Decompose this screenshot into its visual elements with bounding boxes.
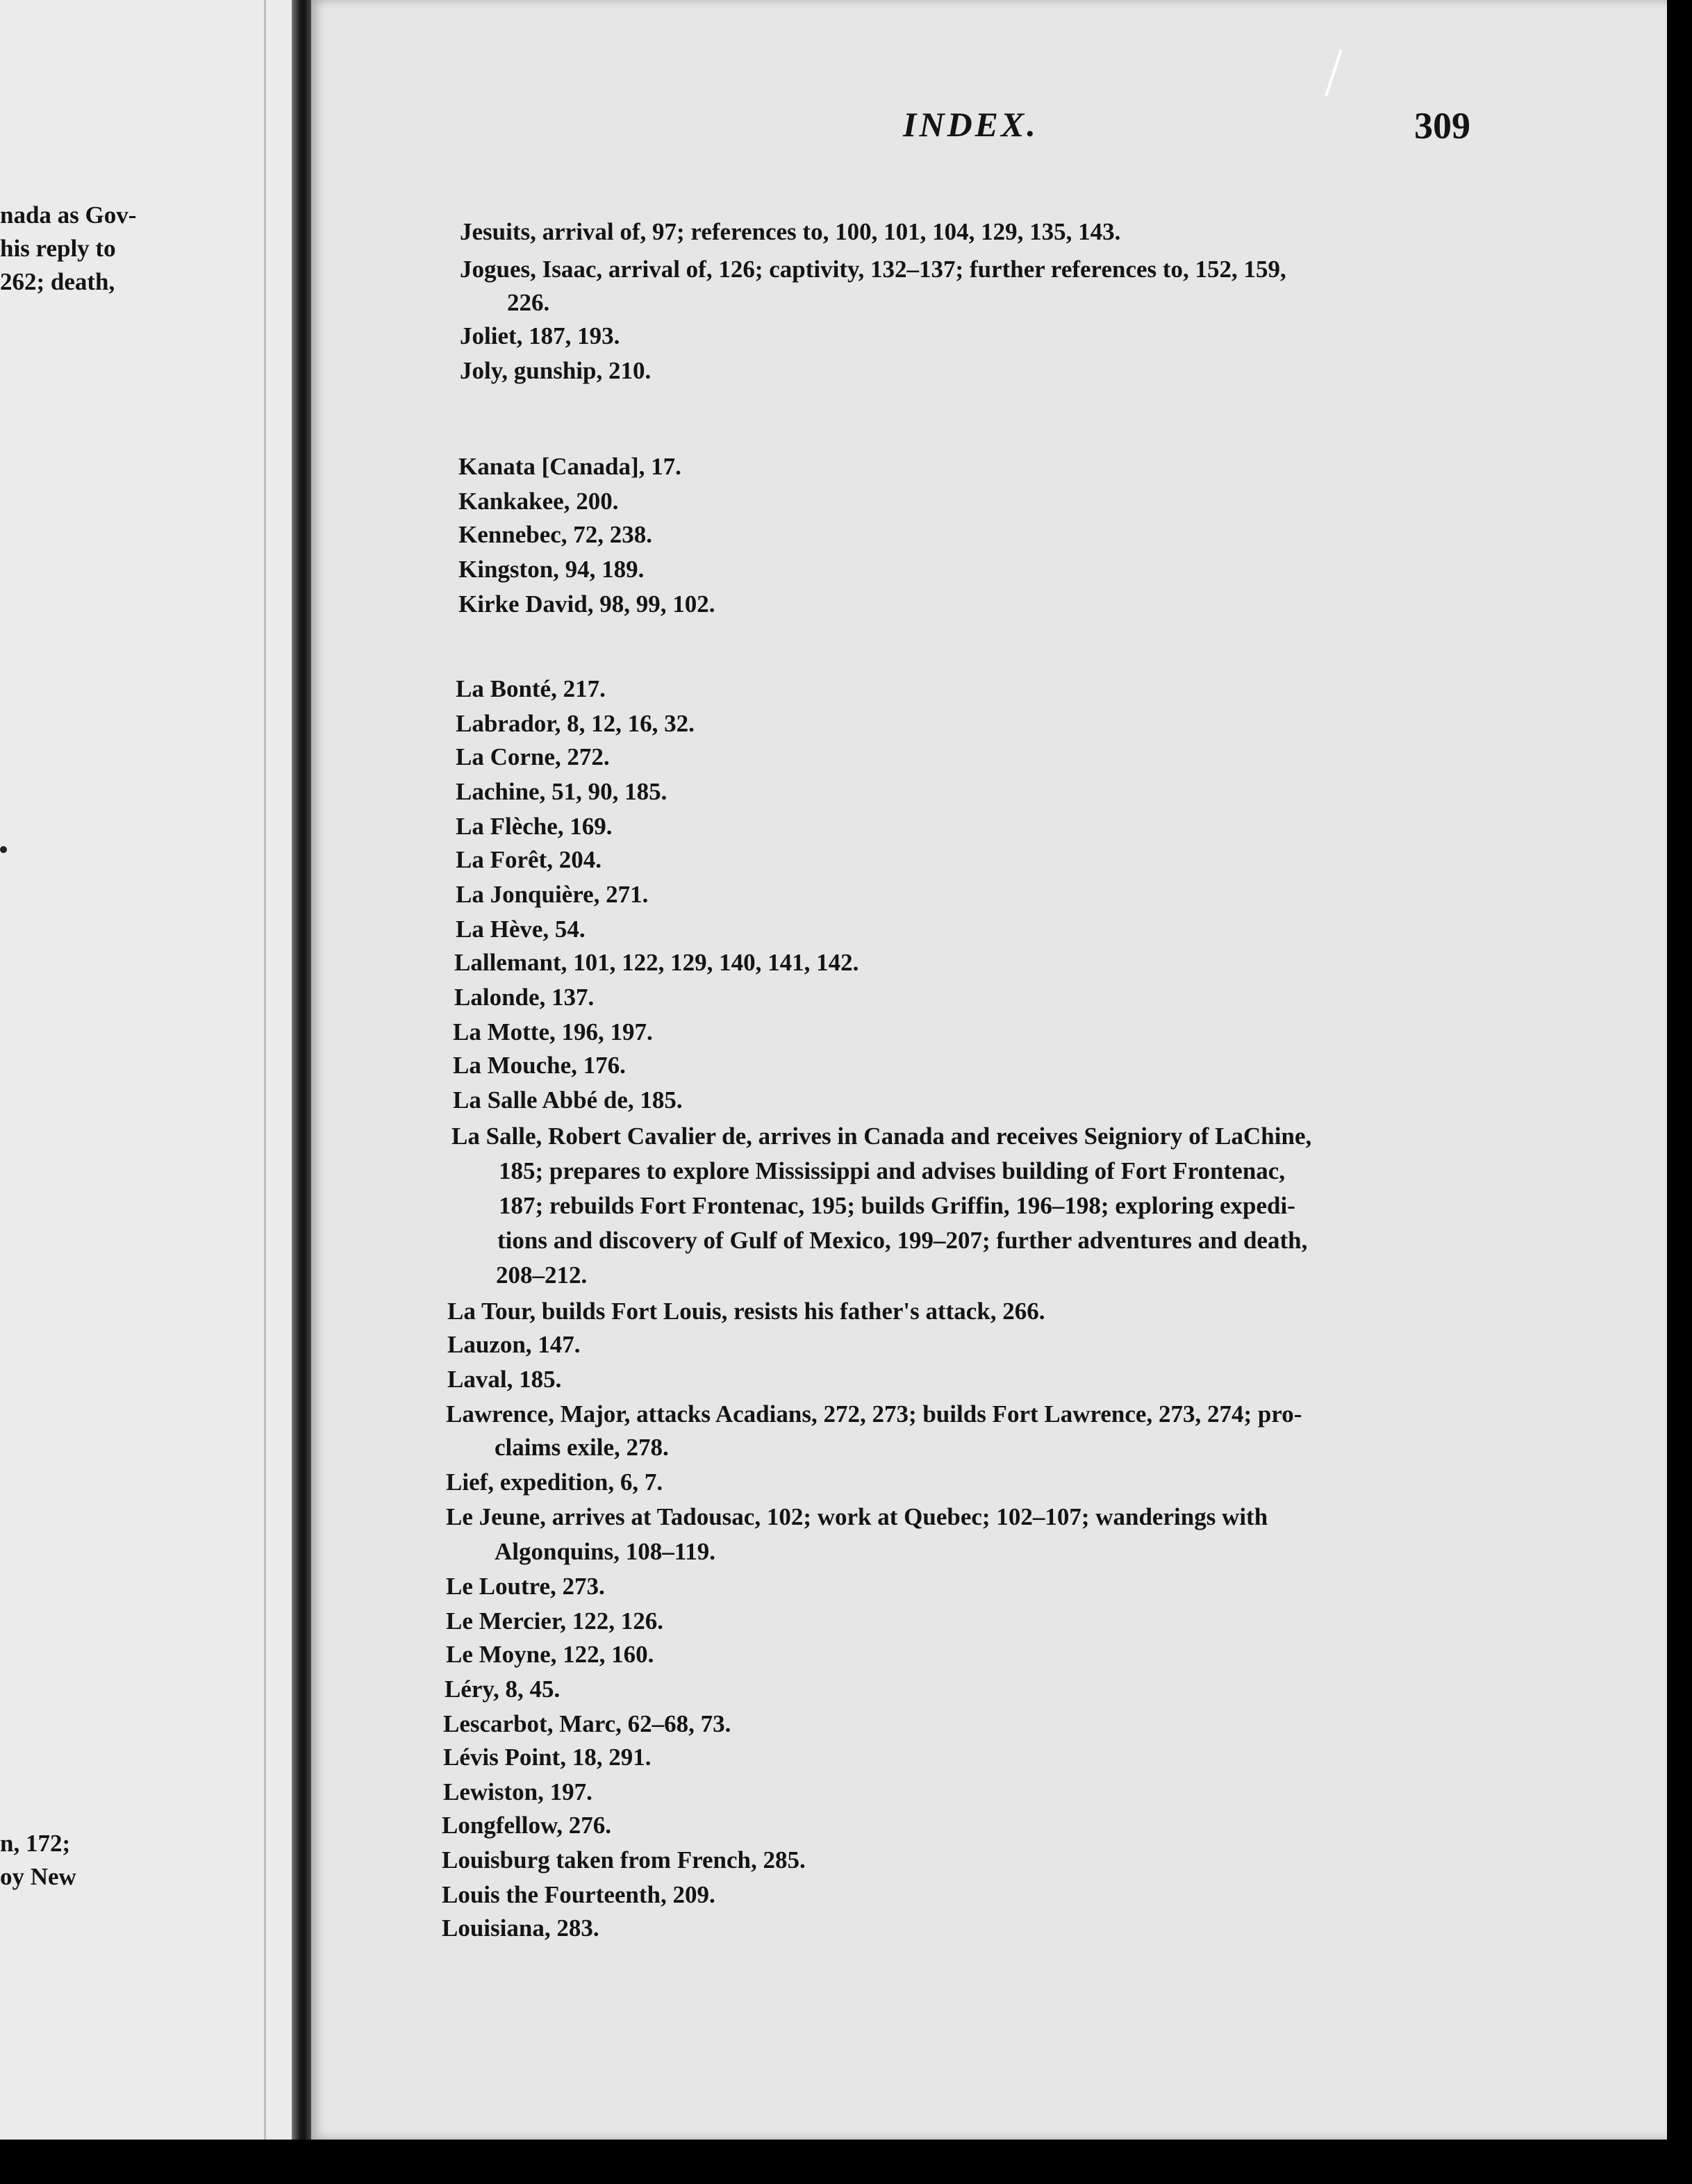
index-entry: Le Moyne, 122, 160. [446,1641,654,1668]
index-entry: Lief, expedition, 6, 7. [446,1469,663,1496]
index-entry: La Motte, 196, 197. [453,1018,653,1045]
index-entry: Labrador, 8, 12, 16, 32. [456,710,695,737]
index-entry: Le Jeune, arrives at Tadousac, 102; work at Quebec; 102–107; wanderings with [446,1503,1268,1530]
index-entry: La Salle Abbé de, 185. [453,1086,683,1114]
index-entry: Louis the Fourteenth, 209. [442,1881,715,1908]
facing-page-text-fragment: 262; death, [0,268,115,295]
index-entry: Kennebec, 72, 238. [458,521,653,548]
index-entry: La Mouche, 176. [453,1052,626,1079]
facing-page-text-fragment: his reply to [0,235,116,262]
facing-page-text-fragment: n, 172; [0,1830,71,1857]
index-entry-continuation: 185; prepares to explore Mississippi and advises building of Fort Frontenac, [499,1157,1286,1184]
index-entry: Louisburg taken from French, 285. [442,1846,806,1873]
index-entry: Kanata [Canada], 17. [458,453,681,480]
index-entry-continuation: 187; rebuilds Fort Frontenac, 195; builds Griffin, 196–198; exploring expedi- [499,1192,1295,1219]
index-entry: La Tour, builds Fort Louis, resists his father's attack, 266. [447,1298,1045,1325]
running-title: INDEX. [903,105,1038,144]
index-entry: Kankakee, 200. [458,488,619,515]
index-entry-continuation: tions and discovery of Gulf of Mexico, 199–207; further adventures and death, [497,1227,1308,1254]
index-entry-continuation: Algonquins, 108–119. [495,1538,716,1565]
index-entry: Lawrence, Major, attacks Acadians, 272, 273; builds Fort Lawrence, 273, 274; pro- [446,1400,1302,1428]
index-entry-continuation: 226. [507,289,550,316]
index-entry: Jogues, Isaac, arrival of, 126; captivity, 132–137; further references to, 152, 159, [460,256,1286,283]
index-entry: La Corne, 272. [456,743,610,770]
index-entry: La Salle, Robert Cavalier de, arrives in Canada and receives Seigniory of LaChine, [451,1123,1312,1150]
index-entry: Kingston, 94, 189. [458,556,645,583]
index-entry: Jesuits, arrival of, 97; references to, 100, 101, 104, 129, 135, 143. [460,218,1121,245]
index-entry: Le Mercier, 122, 126. [446,1607,663,1635]
index-entry: Laval, 185. [447,1366,562,1393]
index-entry: Le Loutre, 273. [446,1573,605,1600]
scan-border-bottom [0,2140,1692,2184]
index-entry: La Flèche, 169. [456,813,613,840]
index-entry: Lescarbot, Marc, 62–68, 73. [443,1710,731,1737]
index-entry-continuation: claims exile, 278. [495,1434,669,1461]
index-entry: Léry, 8, 45. [445,1676,561,1703]
index-entry-continuation: 208–212. [496,1261,588,1289]
index-entry: La Bonté, 217. [456,675,606,702]
index-entry: Lallemant, 101, 122, 129, 140, 141, 142. [454,949,859,976]
index-entry: Lewiston, 197. [443,1778,592,1805]
index-entry: Lalonde, 137. [454,984,595,1011]
index-entry: Lauzon, 147. [447,1331,581,1358]
index-entry: La Forêt, 204. [456,846,602,873]
index-entry: La Hève, 54. [456,916,586,943]
index-entry: Joliet, 187, 193. [460,322,620,349]
index-entry: Lévis Point, 18, 291. [443,1744,652,1771]
scan-border-right [1667,0,1692,2184]
index-entry: Louisiana, 283. [442,1914,599,1942]
index-entry: Longfellow, 276. [442,1812,612,1839]
index-entry: Joly, gunship, 210. [460,357,652,384]
facing-page-text-fragment: nada as Gov- [0,201,137,229]
index-entry: Lachine, 51, 90, 185. [456,778,667,805]
index-entry: Kirke David, 98, 99, 102. [458,590,715,618]
facing-page-text-fragment: oy New [0,1863,76,1890]
page-number: 309 [1414,105,1470,147]
index-entry: La Jonquière, 271. [456,881,649,908]
